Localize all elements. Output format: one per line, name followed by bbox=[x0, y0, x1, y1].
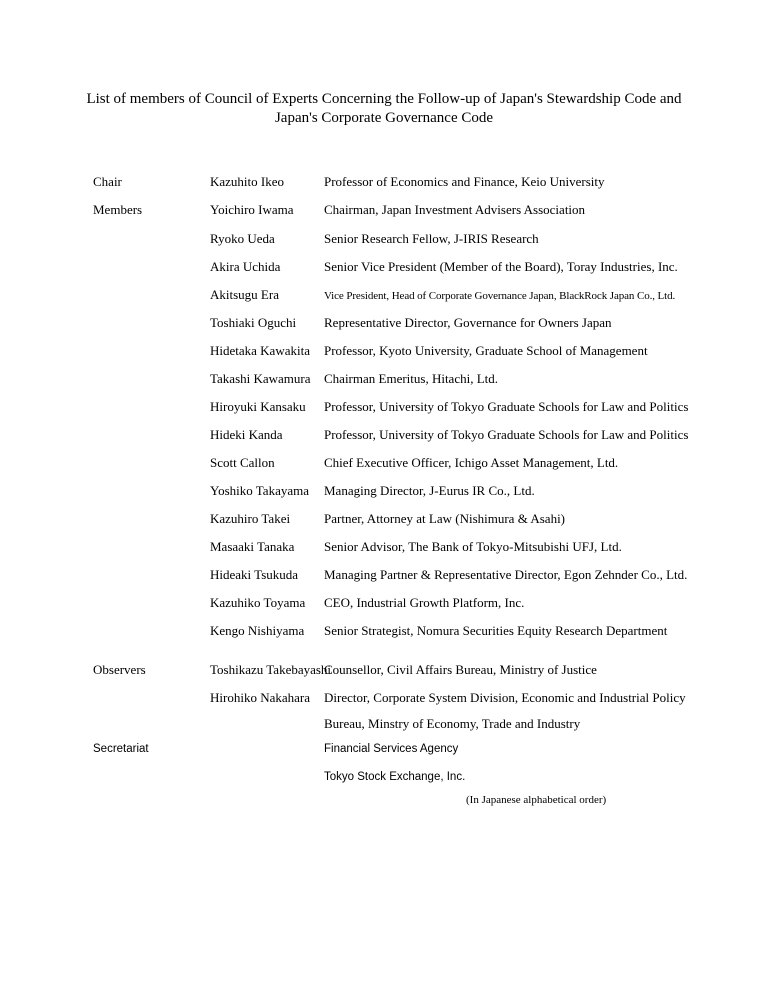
member-affiliation: Partner, Attorney at Law (Nishimura & Asahi) bbox=[324, 511, 566, 526]
member-name: Hideaki Tsukuda bbox=[210, 567, 299, 582]
chair-label: Chair bbox=[93, 174, 122, 189]
member-affiliation: Managing Director, J-Eurus IR Co., Ltd. bbox=[324, 483, 535, 498]
member-name: Scott Callon bbox=[210, 455, 275, 470]
document-title-line-1: List of members of Council of Experts Concerning the Follow-up of Japan's Stewardship Code and bbox=[86, 91, 682, 107]
observer-affiliation-line-1: Director, Corporate System Division, Economic and Industrial Policy bbox=[324, 690, 686, 705]
member-name: Kazuhiko Toyama bbox=[210, 595, 306, 610]
member-affiliation: Professor, University of Tokyo Graduate Schools for Law and Politics bbox=[324, 399, 689, 414]
chair-name: Kazuhito Ikeo bbox=[210, 174, 285, 189]
secretariat-entry: Financial Services Agency bbox=[324, 743, 459, 755]
observers-label: Observers bbox=[93, 662, 146, 677]
member-name: Hidetaka Kawakita bbox=[210, 343, 310, 358]
secretariat-entry: Tokyo Stock Exchange, Inc. bbox=[324, 771, 466, 783]
member-name: Takashi Kawamura bbox=[210, 371, 311, 386]
member-name: Yoshiko Takayama bbox=[210, 483, 309, 498]
member-affiliation: Senior Research Fellow, J-IRIS Research bbox=[324, 231, 539, 246]
member-affiliation: Managing Partner & Representative Director, Egon Zehnder Co., Ltd. bbox=[324, 567, 688, 582]
member-name: Kengo Nishiyama bbox=[210, 623, 305, 638]
member-name: Akira Uchida bbox=[210, 259, 281, 274]
observer-name: Toshikazu Takebayashi bbox=[210, 662, 332, 677]
member-name: Masaaki Tanaka bbox=[210, 539, 295, 554]
member-name: Akitsugu Era bbox=[210, 287, 279, 302]
member-name: Ryoko Ueda bbox=[210, 231, 275, 246]
member-affiliation: Senior Advisor, The Bank of Tokyo-Mitsubishi UFJ, Ltd. bbox=[324, 539, 622, 554]
document-title-line-2: Japan's Corporate Governance Code bbox=[274, 110, 494, 126]
member-name: Kazuhiro Takei bbox=[210, 511, 291, 526]
member-name: Toshiaki Oguchi bbox=[210, 315, 297, 330]
member-affiliation: Professor, Kyoto University, Graduate School of Management bbox=[324, 343, 648, 358]
member-affiliation: Professor, University of Tokyo Graduate Schools for Law and Politics bbox=[324, 427, 689, 442]
member-affiliation: Chairman Emeritus, Hitachi, Ltd. bbox=[324, 371, 499, 386]
ordering-footnote: (In Japanese alphabetical order) bbox=[466, 794, 607, 806]
observer-affiliation-line-2: Bureau, Minstry of Economy, Trade and Industry bbox=[324, 716, 581, 731]
observer-name: Hirohiko Nakahara bbox=[210, 690, 310, 705]
members-label: Members bbox=[93, 202, 143, 217]
member-name: Hiroyuki Kansaku bbox=[210, 399, 306, 414]
member-name: Hideki Kanda bbox=[210, 427, 283, 442]
member-affiliation: Vice President, Head of Corporate Governance Japan, BlackRock Japan Co., Ltd. bbox=[324, 290, 676, 302]
chair-affiliation: Professor of Economics and Finance, Keio University bbox=[324, 174, 605, 189]
member-affiliation: Chief Executive Officer, Ichigo Asset Management, Ltd. bbox=[324, 455, 619, 470]
observer-affiliation: Counsellor, Civil Affairs Bureau, Ministry of Justice bbox=[324, 662, 597, 677]
member-affiliation: CEO, Industrial Growth Platform, Inc. bbox=[324, 595, 525, 610]
member-affiliation: Senior Strategist, Nomura Securities Equity Research Department bbox=[324, 623, 668, 638]
member-affiliation: Senior Vice President (Member of the Board), Toray Industries, Inc. bbox=[324, 259, 678, 274]
member-name: Yoichiro Iwama bbox=[210, 202, 294, 217]
secretariat-label: Secretariat bbox=[93, 743, 149, 755]
member-affiliation: Representative Director, Governance for Owners Japan bbox=[324, 315, 612, 330]
member-affiliation: Chairman, Japan Investment Advisers Association bbox=[324, 202, 586, 217]
